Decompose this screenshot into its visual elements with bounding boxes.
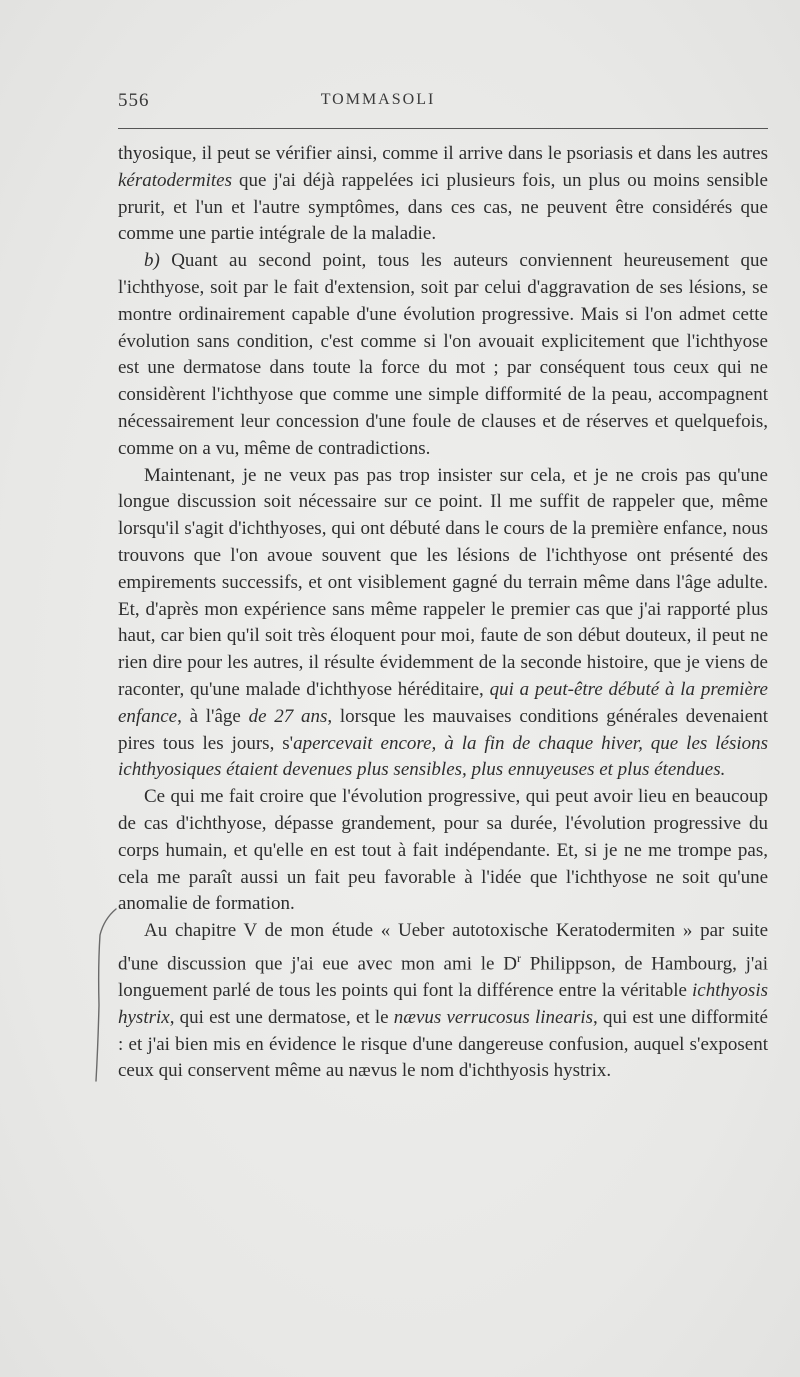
pencil-margin-mark	[86, 905, 126, 1085]
paragraph-1: thyosique, il peut se vérifier ainsi, comme il arrive dans le psoriasis et dans les autres kératodermites que j'ai déjà rappelées ici plusieurs fois, un plus ou moins sensible prurit, et l'un et l'autre symptômes, dans ces cas, ne peuvent être considérés que comme une partie intégrale de la maladie.	[118, 143, 768, 245]
paragraph-4: Ce qui me fait croire que l'évolution progressive, qui peut avoir lieu en beaucoup de cas d'ichthyose, dépasse grandement, pour sa durée, l'évolution progressive du corps humain, et qu'elle en est tout à fait indépendante. Et, si je ne me trompe pas, cela me paraît aussi un fait peu favorable à l'idée que l'ichthyose ne soit qu'une anomalie de formation.	[118, 786, 768, 915]
paragraph-3: Maintenant, je ne veux pas pas trop insister sur cela, et je ne crois pas qu'une longue discussion soit nécessaire sur ce point. Il me suffit de rappeler que, même lorsqu'il s'agit d'ichthyoses, qui ont débuté dans le cours de la première enfance, nous trouvons que l'on avoue souvent que les lésions de l'ichthyose ont présenté des empirements successifs, et ont visiblement gagné du terrain même dans l'âge adulte. Et, d'après mon expérience sans même rappeler le premier cas que j'ai rapporté plus haut, car bien qu'il soit très éloquent pour moi, faute de son début douteux, il peut ne rien dire pour les autres, il résulte évidemment de la seconde histoire, que je viens de raconter, qu'une malade d'ichthyose héréditaire, qui a peut-être débuté à la première enfance, à l'âge de 27 ans, lorsque les mauvaises conditions générales devenaient pires tous les jours, s'apercevait encore, à la fin de chaque hiver, que les lésions ichthyosiques étaient devenues plus sensibles, plus ennuyeuses et plus étendues.	[118, 464, 769, 781]
superscript-r: r	[516, 950, 521, 965]
italic-term: kératodermites	[118, 169, 232, 191]
paragraph-2: b) Quant au second point, tous les auteurs conviennent heureusement que l'ichthyose, soit par le fait d'extension, soit par celui d'aggravation de ses lésions, se montre ordinairement capable d'une évolution progressive. Mais si l'on admet cette évolution sans condition, c'est comme si l'on avouait explicitement que l'ichthyose est une dermatose dans toute la force du mot ; par conséquent tous ceux qui ne considèrent l'ichthyose que comme une simple difformité de la peau, accompagnent nécessairement leur concession d'une foule de clauses et de réserves et quelquefois, comme on a vu, même de contradictions.	[118, 250, 768, 459]
running-head: TOMMASOLI	[320, 91, 436, 108]
italic-age: de 27 ans	[248, 705, 328, 727]
section-letter: b)	[144, 250, 160, 272]
italic-quote: qui a peut-être débuté à la première enfance	[118, 678, 768, 727]
italic-quote: apercevait encore, à la fin de chaque hiver, que les lésions ichthyosiques étaient devenues plus sensibles, plus ennuyeuses et plus étendues.	[118, 732, 769, 781]
paragraph-5: Au chapitre V de mon étude « Ueber autotoxische Keratodermiten » par suite d'une discussion que j'ai eue avec mon ami le $D^r$ Philippson, de Hambourg, j'ai longuement parlé de tous les points qui font la différence entre la véritable ichthyosis hystrix, qui est une dermatose, et le nævus verrucosus linearis, qui est une difformité : et j'ai bien mis en évidence le risque d'une dangereuse confusion, auquel s'exposent ceux qui conservent même au nævus le nom d'ichthyosis hystrix.	[118, 920, 768, 1082]
body-text	[118, 141, 768, 1085]
page-header	[118, 90, 768, 116]
italic-term: ichthyosis hystrix	[118, 980, 768, 1028]
italic-term: nævus verrucosus linearis	[393, 1006, 594, 1028]
header-rule	[118, 128, 768, 129]
page-number: 556	[118, 90, 150, 111]
